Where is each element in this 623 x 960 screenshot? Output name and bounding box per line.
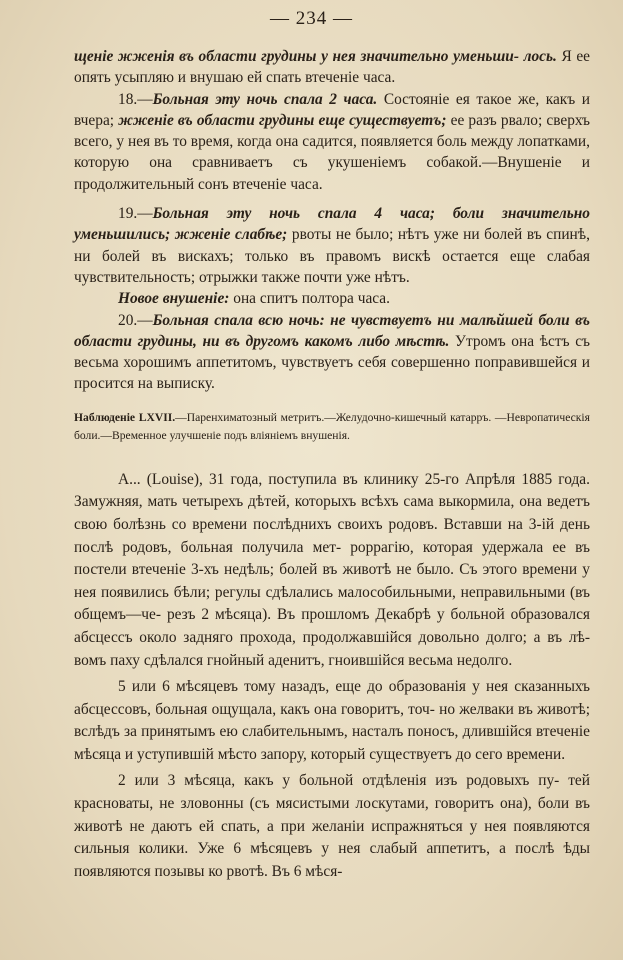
italic-text: Больная эту ночь спала 4 часа; боли значительно уменьшились; жженіе слабѣе; [74, 205, 590, 244]
paragraph-day-20 [74, 310, 590, 395]
spacer [74, 455, 590, 465]
body-text: ее разъ рвало; сверхъ всего, у нея въ то время, когда она садится, появляется боль между лопатками, которую она сравниваетъ съ укушеніемъ собакой.—Внушеніе и продолжительный сонъ втеченіе часа. [74, 111, 590, 193]
body-text: рвоты не было; нѣтъ уже ни болей въ спинѣ, ни болей въ вискахъ; только въ правомъ вискѣ остается еще слабая чувствительность; отрыжки также почти уже нѣтъ. [74, 226, 590, 286]
observation-heading [74, 409, 590, 445]
paragraph-day-19 [74, 203, 590, 288]
day-number: 20.— [118, 311, 153, 329]
body-text: она спитъ полтора часа. [229, 290, 390, 308]
paragraph-continuation [74, 46, 590, 89]
paragraph-day-18 [74, 89, 590, 195]
day-number: 19.— [118, 205, 153, 223]
spacer [74, 195, 590, 203]
italic-text: Новое внушеніе: [118, 290, 230, 308]
observation-title: Наблюденіе LXVII. [74, 410, 176, 424]
page-number: — 234 — [270, 8, 353, 29]
observation-summary: —Паренхиматозный метритъ.—Желудочно-кишечный катарръ. —Невропатическія боли.—Временное улучшеніе подъ вліяніемъ внушенія. [74, 410, 590, 442]
italic-text: Больная эту ночь спала 2 часа. [152, 90, 378, 108]
paragraph-new-suggestion [74, 288, 590, 309]
italic-text: Больная спала всю ночь: не чувствуетъ ни малѣйшей боли въ области грудины, ни въ другомъ какомъ либо мѣстѣ. [74, 311, 590, 350]
case-paragraph: 2 или 3 мѣсяца, какъ у больной отдѣленія изъ родовыхъ пу- тей красноваты, не зловонны (съ мясистыми лоскутами, говоритъ она), боли въ животѣ не даютъ ей спать, а при желаніи испражняться у нея появляются сильныя колики. Уже 6 мѣсяцевъ у нея слабый аппетитъ, а послѣ ѣды появляются позывы ко рвотѣ. Въ 6 мѣся- [74, 772, 590, 880]
case-paragraph: 5 или 6 мѣсяцевъ тому назадъ, еще до образованія у нея сказанныхъ абсцессовъ, больная ощущала, какъ она говоритъ, точ- но желваки въ животѣ; вслѣдъ за принятымъ ею слабительнымъ, насталъ поносъ, длившійся втеченіе мѣсяца и уступившій мѣсто запору, который существуетъ до сего времени. [74, 678, 590, 763]
body-text: Состояніе ея такое же, какъ и вчера; [74, 90, 591, 129]
italic-text: щеніе жженія въ области грудины у нея значительно уменьши- лось. [74, 48, 557, 65]
italic-text: жженіе въ области грудины еще существуетъ; [118, 111, 447, 129]
case-paragraph: А... (Louise), 31 года, поступила въ клинику 25-го Апрѣля 1885 года. Замужняя, мать четырехъ дѣтей, которыхъ всѣхъ сама выкормила, она ведетъ свою болѣзнь со времени послѣднихъ своихъ родовъ. Вставши на 3-ій день послѣ родовъ, больная получила мет- роррагію, которая удержала ее въ постели втеченіе 3-хъ недѣль; болей въ животѣ не было. Съ этого времени у нея появились бѣли; регулы сдѣлались малособильными, неправильными (въ общемъ—че- резъ 2 мѣсяца). Въ прошломъ Декабрѣ у больной образовался абсцессъ около задняго прохода, продолжавшійся довольно долго; а въ лѣ- вомъ паху сдѣлался гнойный аденитъ, гноившійся весьма недолго. [74, 470, 590, 669]
page-body [74, 46, 590, 883]
body-text: Утромъ она ѣстъ съ весьма хорошимъ аппетитомъ, чувствуетъ себя совершенно поправившейся и просится на выписку. [74, 332, 591, 393]
body-text: Я ее опять усыпляю и внушаю ей спать втеченіе часа. [74, 48, 591, 87]
day-number: 18.— [118, 90, 153, 108]
